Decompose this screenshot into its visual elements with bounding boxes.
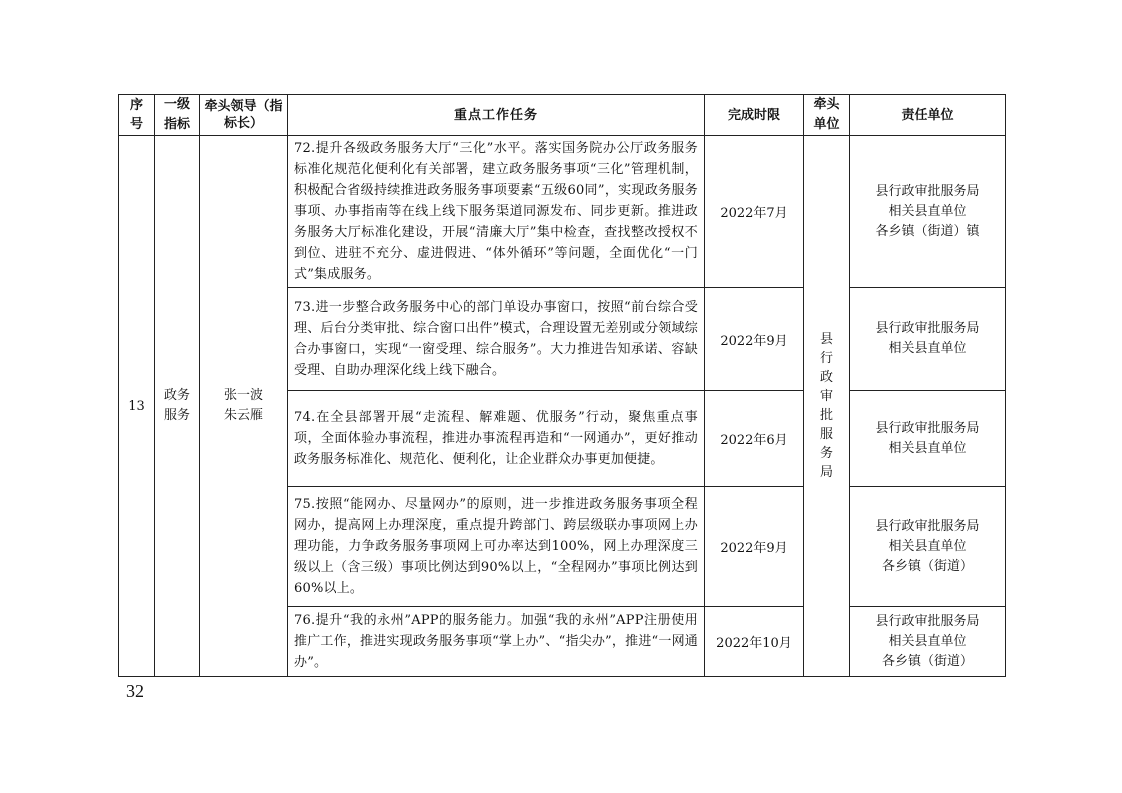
task-cell: 73.进一步整合政务服务中心的部门单设办事窗口，按照“前台综合受理、后台分类审批、综合窗口出件”模式，合理设置无差别或分领域综合办事窗口，实现“一窗受理、综合服务”。大力推进告知承诺、容缺受理、自助办理深化线上线下融合。 <box>288 288 705 391</box>
task-table <box>118 94 1006 677</box>
header-indicator: 一级指标 <box>155 95 200 136</box>
task-cell: 72.提升各级政务服务大厅“三化”水平。落实国务院办公厅政务服务标准化规范化便利化有关部署，建立政务服务事项“三化”管理机制，积极配合省级持续推进政务服务事项要素“五级60同”，实现政务服务事项、办事指南等在线上线下服务渠道同源发布、同步更新。推进政务服务大厅标准化建设，开展“清廉大厅”集中检查，查找整改授权不到位、进驻不充分、虚进假进、“体外循环”等问题，全面优化“一门式”集成服务。 <box>288 136 705 288</box>
responsible-cell: 县行政审批服务局 相关县直单位 各乡镇（街道）镇 <box>850 136 1006 288</box>
page-number: 32 <box>126 681 144 701</box>
header-leader: 牵头领导（指标长） <box>200 95 288 136</box>
table-header-row <box>119 95 1006 136</box>
leader-name: 张一波 <box>223 388 263 403</box>
deadline-cell: 2022年6月 <box>705 391 804 487</box>
seq-cell: 13 <box>119 136 155 677</box>
header-responsible: 责任单位 <box>850 95 1006 136</box>
header-deadline: 完成时限 <box>705 95 804 136</box>
responsible-cell: 县行政审批服务局 相关县直单位 各乡镇（街道） <box>850 487 1006 607</box>
deadline-cell: 2022年9月 <box>705 288 804 391</box>
header-seq: 序号 <box>119 95 155 136</box>
task-cell: 76.提升“我的永州”APP的服务能力。加强“我的永州”APP注册使用推广工作，推进实现政务服务事项“掌上办”、“指尖办”，推进“一网通办”。 <box>288 607 705 677</box>
leaders-cell <box>200 136 288 677</box>
indicator-cell: 政务服务 <box>155 136 200 677</box>
table-row <box>119 136 1006 288</box>
task-cell: 74.在全县部署开展“走流程、解难题、优服务”行动，聚焦重点事项，全面体验办事流程，推进办事流程再造和“一网通办”，更好推动政务服务标准化、规范化、便利化，让企业群众办事更加便捷。 <box>288 391 705 487</box>
responsible-cell: 县行政审批服务局 相关县直单位 <box>850 288 1006 391</box>
deadline-cell: 2022年10月 <box>705 607 804 677</box>
task-cell: 75.按照“能网办、尽量网办”的原则，进一步推进政务服务事项全程网办，提高网上办理深度，重点提升跨部门、跨层级联办事项网上办理功能，力争政务服务事项网上可办率达到100%，网上办理深度三级以上（含三级）事项比例达到90%以上，“全程网办”事项比例达到60%以上。 <box>288 487 705 607</box>
responsible-cell: 县行政审批服务局 相关县直单位 各乡镇（街道） <box>850 607 1006 677</box>
responsible-cell: 县行政审批服务局 相关县直单位 <box>850 391 1006 487</box>
lead-unit-cell: 县行政审批服务局 <box>804 136 850 677</box>
leader-name: 朱云雁 <box>223 408 263 423</box>
deadline-cell: 2022年7月 <box>705 136 804 288</box>
deadline-cell: 2022年9月 <box>705 487 804 607</box>
header-lead-unit: 牵头单位 <box>804 95 850 136</box>
header-task: 重点工作任务 <box>288 95 705 136</box>
